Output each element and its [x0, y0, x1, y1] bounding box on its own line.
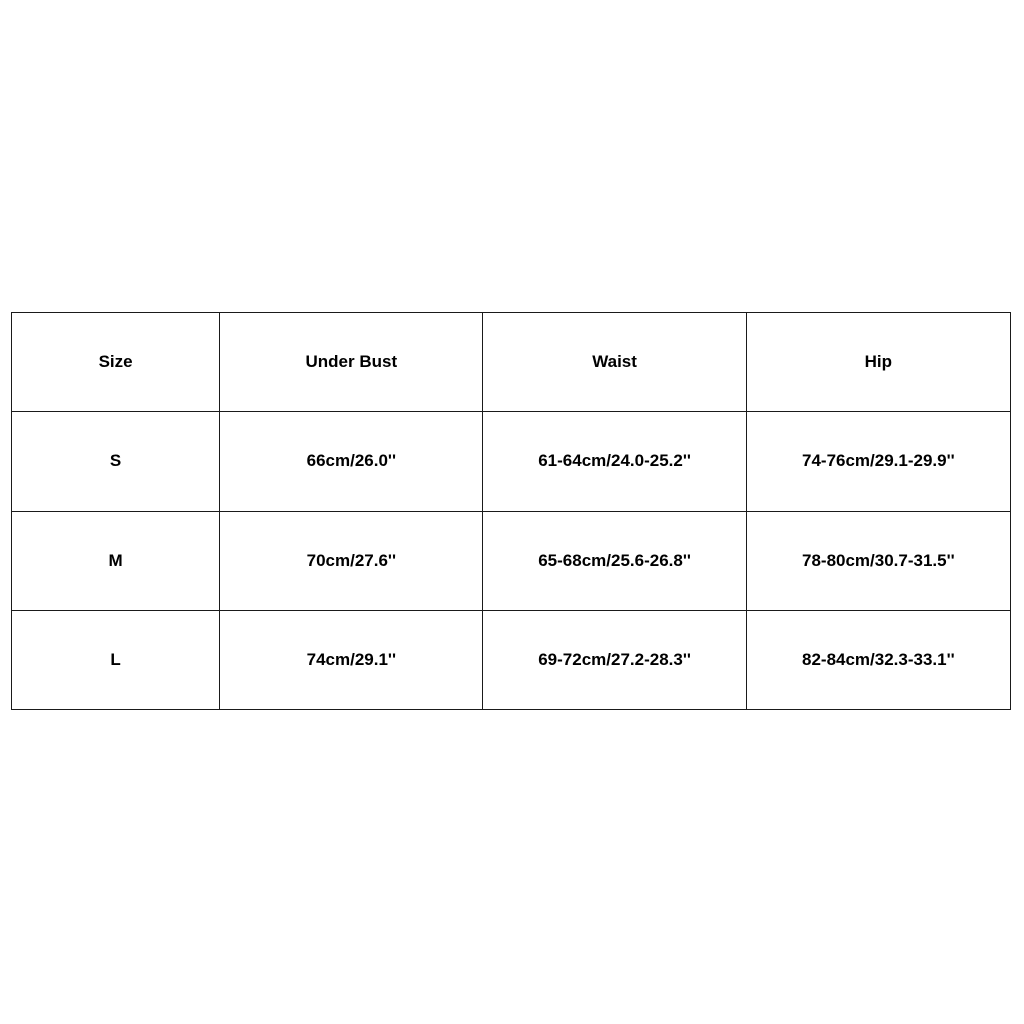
cell-waist: 69-72cm/27.2-28.3''	[483, 610, 746, 709]
cell-under-bust: 66cm/26.0''	[220, 412, 483, 511]
size-chart-table	[11, 312, 1011, 710]
header-under-bust: Under Bust	[220, 313, 483, 412]
cell-size: S	[12, 412, 220, 511]
cell-hip: 78-80cm/30.7-31.5''	[746, 511, 1010, 610]
header-waist: Waist	[483, 313, 746, 412]
cell-waist: 65-68cm/25.6-26.8''	[483, 511, 746, 610]
header-size: Size	[12, 313, 220, 412]
table-row	[12, 610, 1011, 709]
table-header-row	[12, 313, 1011, 412]
cell-size: M	[12, 511, 220, 610]
cell-waist: 61-64cm/24.0-25.2''	[483, 412, 746, 511]
cell-under-bust: 74cm/29.1''	[220, 610, 483, 709]
table-row	[12, 412, 1011, 511]
header-hip: Hip	[746, 313, 1010, 412]
cell-hip: 82-84cm/32.3-33.1''	[746, 610, 1010, 709]
cell-size: L	[12, 610, 220, 709]
table-row	[12, 511, 1011, 610]
cell-under-bust: 70cm/27.6''	[220, 511, 483, 610]
cell-hip: 74-76cm/29.1-29.9''	[746, 412, 1010, 511]
